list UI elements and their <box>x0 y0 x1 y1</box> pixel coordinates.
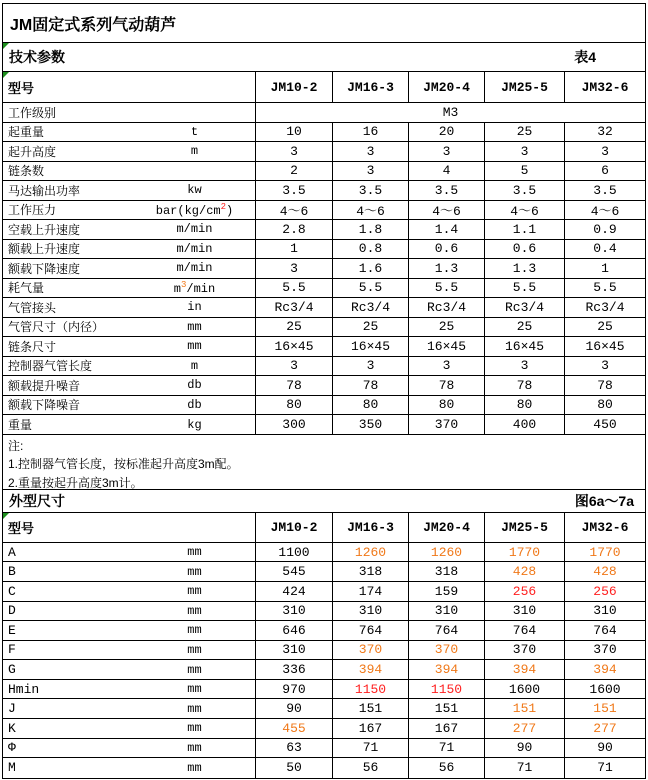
value-cell[interactable]: 764 <box>593 622 617 638</box>
row-unit: mm <box>187 603 202 618</box>
row-label: 耗气量 <box>8 281 45 296</box>
row-unit: mm <box>187 623 202 638</box>
row-label: 链条尺寸 <box>8 339 57 354</box>
row-unit: mm <box>187 584 202 599</box>
value-cell[interactable]: 0.8 <box>333 240 409 259</box>
value-cell[interactable]: 424 <box>256 582 333 601</box>
row-label: Hmin <box>8 681 40 697</box>
value-cell[interactable]: 1.3 <box>409 259 485 278</box>
value-cell[interactable]: 646 <box>256 621 333 640</box>
value-cell[interactable]: 151 <box>409 699 485 718</box>
row-label: 额载提升噪音 <box>8 378 81 393</box>
row-label-cell[interactable] <box>3 318 256 337</box>
value-cell[interactable]: 3 <box>256 259 333 278</box>
tech-section-heading[interactable]: 技术参数 <box>9 49 65 65</box>
value-cell[interactable]: 1.1 <box>485 220 565 239</box>
value-cell[interactable]: 3 <box>601 143 609 159</box>
row-unit: mm <box>187 662 202 677</box>
dims-section-heading[interactable]: 外型尺寸 <box>9 492 65 509</box>
table-row <box>3 279 645 299</box>
row-label-cell[interactable] <box>3 72 256 102</box>
row-label-cell[interactable] <box>3 543 256 562</box>
row-label: 控制器气管长度 <box>8 359 93 374</box>
value-cell[interactable]: 151 <box>333 699 409 718</box>
table-row <box>3 181 645 201</box>
value-cell[interactable]: 3 <box>409 357 485 376</box>
model-header-cell[interactable]: JM20-4 <box>409 513 485 542</box>
value-cell[interactable]: 3.5 <box>485 181 565 200</box>
figure-ref[interactable]: 图6a～7a <box>574 492 634 509</box>
row-label: 额载下降噪音 <box>8 398 81 413</box>
row-label-cell[interactable] <box>3 142 256 161</box>
model-header-cell[interactable]: JM16-3 <box>333 72 409 102</box>
value-cell[interactable]: 50 <box>256 758 333 778</box>
row-label: 额载下降速度 <box>8 261 81 276</box>
row-unit: mm <box>187 760 202 775</box>
value-cell[interactable]: 6 <box>601 163 609 179</box>
value-cell[interactable]: 32 <box>597 124 613 140</box>
row-label-cell[interactable] <box>3 376 256 395</box>
row-unit: db <box>187 397 202 412</box>
value-cell[interactable]: 71 <box>485 758 565 778</box>
row-label: C <box>8 583 16 599</box>
value-cell[interactable]: 90 <box>485 739 565 758</box>
value-cell[interactable]: 78 <box>256 376 333 395</box>
value-cell[interactable]: 0.6 <box>485 240 565 259</box>
row-label-cell[interactable] <box>3 415 256 434</box>
row-unit: m <box>190 144 199 159</box>
row-label-cell[interactable] <box>3 621 256 640</box>
table-row <box>3 240 645 260</box>
row-unit: mm <box>187 701 202 716</box>
table-row <box>3 415 645 435</box>
row-unit: mm <box>187 740 202 755</box>
value-cell[interactable]: 80 <box>333 396 409 415</box>
table-row <box>3 396 645 416</box>
value-cell[interactable]: 174 <box>333 582 409 601</box>
value-cell[interactable]: 394 <box>409 660 485 679</box>
value-cell[interactable]: 450 <box>593 417 617 432</box>
table-row <box>3 758 645 778</box>
row-label: B <box>8 564 16 580</box>
value-cell[interactable]: 5.5 <box>593 280 617 296</box>
value-cell[interactable]: 0.9 <box>593 221 617 237</box>
value-cell[interactable]: 159 <box>409 582 485 601</box>
dims-table <box>3 513 645 778</box>
row-unit: m <box>190 358 199 373</box>
value-cell[interactable]: 78 <box>597 377 613 393</box>
value-cell[interactable]: 25 <box>485 123 565 142</box>
row-label-cell[interactable] <box>3 162 256 181</box>
model-header-cell[interactable]: JM25-5 <box>485 72 565 102</box>
row-label-cell[interactable] <box>3 259 256 278</box>
row-label-cell[interactable] <box>3 602 256 621</box>
value-cell[interactable]: 370 <box>409 415 485 434</box>
row-unit: mm <box>187 682 202 697</box>
error-indicator-icon <box>3 43 9 49</box>
value-cell[interactable]: 300 <box>256 415 333 434</box>
value-cell[interactable]: Rc3/4 <box>485 298 565 317</box>
row-label-cell[interactable] <box>3 758 256 778</box>
value-cell[interactable]: 428 <box>593 564 617 580</box>
row-label-cell[interactable] <box>3 562 256 581</box>
value-cell[interactable]: 56 <box>409 758 485 778</box>
value-cell[interactable]: 1600 <box>589 681 621 697</box>
row-label-cell[interactable] <box>3 641 256 660</box>
table-row <box>3 220 645 240</box>
row-label-cell[interactable] <box>3 513 256 542</box>
row-label-cell[interactable] <box>3 201 256 220</box>
row-label: 马达输出功率 <box>8 183 81 198</box>
table-ref[interactable]: 表4 <box>574 49 596 65</box>
value-cell[interactable]: 4～6 <box>485 201 565 220</box>
row-label: A <box>8 544 16 560</box>
row-unit: m/min <box>176 241 213 256</box>
value-cell[interactable]: 71 <box>333 739 409 758</box>
value-cell[interactable]: 970 <box>256 680 333 699</box>
value-cell[interactable]: 394 <box>333 660 409 679</box>
value-cell[interactable]: 5.5 <box>256 279 333 298</box>
row-label: 起重量 <box>8 125 45 140</box>
table-row <box>3 298 645 318</box>
table-row <box>3 142 645 162</box>
value-cell[interactable]: 151 <box>593 701 617 717</box>
table-row <box>3 357 645 377</box>
row-label-cell[interactable] <box>3 357 256 376</box>
value-cell[interactable]: 25 <box>333 318 409 337</box>
table-header-row <box>3 513 645 543</box>
value-cell[interactable]: 3.5 <box>256 181 333 200</box>
table-row <box>3 337 645 357</box>
row-label-cell[interactable] <box>3 719 256 738</box>
unit-superscript: 2 <box>220 201 226 212</box>
tech-section-heading-row <box>3 43 645 72</box>
row-label-cell[interactable] <box>3 240 256 259</box>
table-row <box>3 660 645 680</box>
row-unit: t <box>190 124 199 139</box>
note-line[interactable]: 2.重量按起升高度3m计。 <box>8 475 143 490</box>
row-label-cell[interactable] <box>3 298 256 317</box>
row-unit: mm <box>187 564 202 579</box>
value-cell[interactable]: 56 <box>333 758 409 778</box>
row-unit: kw <box>187 183 202 198</box>
value-cell[interactable]: 16×45 <box>409 337 485 356</box>
table-row <box>3 123 645 143</box>
row-label: 额载上升速度 <box>8 242 81 257</box>
value-cell[interactable]: 167 <box>409 719 485 738</box>
model-header-cell[interactable]: JM16-3 <box>333 513 409 542</box>
value-cell[interactable]: 370 <box>409 641 485 660</box>
table-row <box>3 376 645 396</box>
model-header-cell[interactable]: JM10-2 <box>256 513 333 542</box>
value-cell[interactable]: 394 <box>593 662 617 678</box>
row-unit: $m^3/\min$ <box>173 279 216 296</box>
value-cell[interactable]: 78 <box>485 376 565 395</box>
value-cell[interactable]: 764 <box>485 621 565 640</box>
value-cell[interactable]: 80 <box>409 396 485 415</box>
row-label-cell[interactable] <box>3 699 256 718</box>
value-cell[interactable]: 1260 <box>333 543 409 562</box>
value-cell[interactable]: 1600 <box>485 680 565 699</box>
row-label-cell[interactable] <box>3 103 256 122</box>
note-line[interactable]: 1.控制器气管长度，按标准起升高度3m配。 <box>8 457 239 472</box>
row-label-cell[interactable] <box>3 220 256 239</box>
value-cell[interactable]: 370 <box>485 641 565 660</box>
row-label: 气管尺寸（内径） <box>8 320 105 335</box>
row-label: E <box>8 622 16 638</box>
value-cell[interactable]: 90 <box>597 740 613 756</box>
merged-value-cell[interactable]: M3 <box>442 104 459 120</box>
value-cell[interactable]: 3.5 <box>593 182 617 198</box>
value-cell[interactable]: 2.8 <box>256 220 333 239</box>
value-cell[interactable]: 370 <box>593 642 617 658</box>
value-cell[interactable]: 71 <box>597 760 613 776</box>
value-cell[interactable]: 256 <box>593 583 617 599</box>
value-cell[interactable]: 310 <box>409 602 485 621</box>
value-cell[interactable]: 5.5 <box>409 279 485 298</box>
value-cell[interactable]: 4～6 <box>409 201 485 220</box>
value-cell[interactable]: 1 <box>256 240 333 259</box>
value-cell[interactable]: Rc3/4 <box>333 298 409 317</box>
row-label-cell[interactable] <box>3 680 256 699</box>
value-cell[interactable]: 16 <box>333 123 409 142</box>
value-cell[interactable]: 277 <box>485 719 565 738</box>
row-unit: mm <box>187 545 202 560</box>
value-cell[interactable]: 370 <box>333 641 409 660</box>
value-cell[interactable]: 428 <box>485 562 565 581</box>
value-cell[interactable]: Rc3/4 <box>409 298 485 317</box>
row-label-cell[interactable] <box>3 739 256 758</box>
row-label-cell[interactable] <box>3 279 256 298</box>
value-cell[interactable]: 3.5 <box>333 181 409 200</box>
value-cell[interactable]: 1150 <box>409 680 485 699</box>
value-cell[interactable]: 764 <box>409 621 485 640</box>
value-cell[interactable]: 4～6 <box>333 201 409 220</box>
value-cell[interactable]: 310 <box>593 603 617 619</box>
model-header-cell[interactable]: JM32-6 <box>581 519 629 535</box>
table-row <box>3 582 645 602</box>
value-cell[interactable]: 3 <box>256 142 333 161</box>
row-label: 工作压力 <box>8 203 57 218</box>
value-cell[interactable]: 80 <box>597 397 613 413</box>
table-row <box>3 162 645 182</box>
value-cell[interactable]: 1.3 <box>485 259 565 278</box>
value-cell[interactable]: 1260 <box>409 543 485 562</box>
value-cell[interactable]: 277 <box>593 720 617 736</box>
row-unit: in <box>187 300 202 315</box>
row-label: 气管接头 <box>8 300 57 315</box>
value-cell[interactable]: 151 <box>485 699 565 718</box>
value-cell[interactable]: 1.6 <box>333 259 409 278</box>
row-label: G <box>8 662 16 678</box>
value-cell[interactable]: 0.4 <box>593 241 617 257</box>
row-unit: m/min <box>176 261 213 276</box>
value-cell[interactable]: 2 <box>256 162 333 181</box>
value-cell[interactable]: 16×45 <box>256 337 333 356</box>
value-cell[interactable]: 25 <box>485 318 565 337</box>
value-cell[interactable]: 1770 <box>589 544 621 560</box>
row-label-cell[interactable] <box>3 181 256 200</box>
value-cell[interactable]: 80 <box>256 396 333 415</box>
row-label: M <box>8 760 16 776</box>
table-row <box>3 739 645 759</box>
row-unit: mm <box>187 319 202 334</box>
value-cell[interactable]: 1150 <box>333 680 409 699</box>
value-cell[interactable]: 310 <box>256 602 333 621</box>
row-label: 起升高度 <box>8 144 57 159</box>
notes-block <box>3 435 645 490</box>
value-cell[interactable]: 1.4 <box>409 220 485 239</box>
value-cell[interactable]: 3 <box>256 357 333 376</box>
value-cell[interactable]: Rc3/4 <box>585 299 625 315</box>
value-cell[interactable]: 80 <box>485 396 565 415</box>
row-unit: mm <box>187 721 202 736</box>
error-indicator-icon <box>3 513 9 519</box>
value-cell[interactable]: 350 <box>333 415 409 434</box>
model-header-cell[interactable]: JM20-4 <box>409 72 485 102</box>
value-cell[interactable]: 1 <box>601 260 609 276</box>
row-label: Φ <box>8 740 16 756</box>
row-label-cell[interactable] <box>3 660 256 679</box>
row-unit: $bar(kg/cm^2)$ <box>155 201 234 218</box>
table-header-row <box>3 72 645 103</box>
value-cell[interactable]: 3 <box>409 142 485 161</box>
value-cell[interactable]: 63 <box>256 739 333 758</box>
table-row <box>3 680 645 700</box>
value-cell[interactable]: 5.5 <box>485 279 565 298</box>
title-row <box>3 4 645 43</box>
value-cell[interactable]: 3 <box>601 358 609 374</box>
value-cell[interactable]: 3.5 <box>409 181 485 200</box>
value-cell[interactable]: 78 <box>333 376 409 395</box>
value-cell[interactable]: 4～6 <box>256 201 333 220</box>
table-row <box>3 318 645 338</box>
value-cell[interactable]: 167 <box>333 719 409 738</box>
row-label: 工作级别 <box>8 105 57 120</box>
table-row <box>3 543 645 563</box>
value-cell[interactable]: 310 <box>256 641 333 660</box>
value-cell[interactable]: Rc3/4 <box>256 298 333 317</box>
row-label-cell[interactable] <box>3 123 256 142</box>
unit-superscript: 3 <box>180 279 187 290</box>
page-title[interactable]: JM固定式系列气动葫芦 <box>10 16 177 34</box>
value-cell[interactable]: 4 <box>409 162 485 181</box>
value-cell[interactable]: 20 <box>409 123 485 142</box>
notes-heading[interactable]: 注: <box>8 438 24 453</box>
value-cell[interactable]: 90 <box>256 699 333 718</box>
row-unit: m/min <box>176 222 213 237</box>
row-label: 链条数 <box>8 164 45 179</box>
value-cell[interactable]: 764 <box>333 621 409 640</box>
table-row <box>3 562 645 582</box>
spreadsheet <box>2 3 646 779</box>
value-cell[interactable]: 455 <box>256 719 333 738</box>
row-unit: mm <box>187 642 202 657</box>
row-label: 型号 <box>8 80 35 96</box>
value-cell[interactable]: 1.8 <box>333 220 409 239</box>
dims-section-heading-row <box>3 490 645 513</box>
value-cell[interactable]: 318 <box>333 562 409 581</box>
value-cell[interactable]: 3 <box>333 142 409 161</box>
row-label: F <box>8 642 16 658</box>
row-unit: mm <box>187 339 202 354</box>
value-cell[interactable]: 1100 <box>256 543 333 562</box>
value-cell[interactable]: 0.6 <box>409 240 485 259</box>
value-cell[interactable]: 4～6 <box>590 204 620 220</box>
table-row <box>3 103 645 123</box>
tech-table <box>3 72 645 435</box>
value-cell[interactable]: 3 <box>485 142 565 161</box>
value-cell[interactable]: 5.5 <box>333 279 409 298</box>
value-cell[interactable]: 10 <box>256 123 333 142</box>
value-cell[interactable]: 16×45 <box>485 337 565 356</box>
value-cell[interactable]: 3 <box>485 357 565 376</box>
row-label-cell[interactable] <box>3 582 256 601</box>
value-cell[interactable]: 318 <box>409 562 485 581</box>
error-indicator-icon <box>3 72 9 78</box>
row-label: D <box>8 603 16 619</box>
value-cell[interactable]: 71 <box>409 739 485 758</box>
row-unit: db <box>187 378 202 393</box>
table-row <box>3 719 645 739</box>
row-label: 型号 <box>8 521 35 537</box>
value-cell[interactable]: 336 <box>256 660 333 679</box>
table-row <box>3 201 645 221</box>
value-cell[interactable]: 394 <box>485 660 565 679</box>
value-cell[interactable]: 1770 <box>485 543 565 562</box>
row-label: J <box>8 701 16 717</box>
row-label: K <box>8 720 16 736</box>
row-label: 重量 <box>8 418 33 432</box>
model-header-cell[interactable]: JM25-5 <box>485 513 565 542</box>
row-label: 空载上升速度 <box>8 222 81 237</box>
value-cell[interactable]: 5 <box>485 162 565 181</box>
value-cell[interactable]: 310 <box>333 602 409 621</box>
value-cell[interactable]: 256 <box>485 582 565 601</box>
row-label-cell[interactable] <box>3 337 256 356</box>
table-row <box>3 641 645 661</box>
model-header-cell[interactable]: JM10-2 <box>256 72 333 102</box>
table-row <box>3 602 645 622</box>
value-cell[interactable]: 310 <box>485 602 565 621</box>
row-label-cell[interactable] <box>3 396 256 415</box>
model-header-cell[interactable]: JM32-6 <box>581 79 629 95</box>
value-cell[interactable]: 16×45 <box>585 338 625 354</box>
value-cell[interactable]: 3 <box>333 162 409 181</box>
value-cell[interactable]: 25 <box>256 318 333 337</box>
value-cell[interactable]: 3 <box>333 357 409 376</box>
row-unit: kg <box>187 417 202 432</box>
value-cell[interactable]: 25 <box>409 318 485 337</box>
value-cell[interactable]: 25 <box>597 319 613 335</box>
table-row <box>3 699 645 719</box>
table-row <box>3 259 645 279</box>
table-row <box>3 621 645 641</box>
value-cell[interactable]: 78 <box>409 376 485 395</box>
value-cell[interactable]: 16×45 <box>333 337 409 356</box>
value-cell[interactable]: 400 <box>485 415 565 434</box>
value-cell[interactable]: 545 <box>256 562 333 581</box>
